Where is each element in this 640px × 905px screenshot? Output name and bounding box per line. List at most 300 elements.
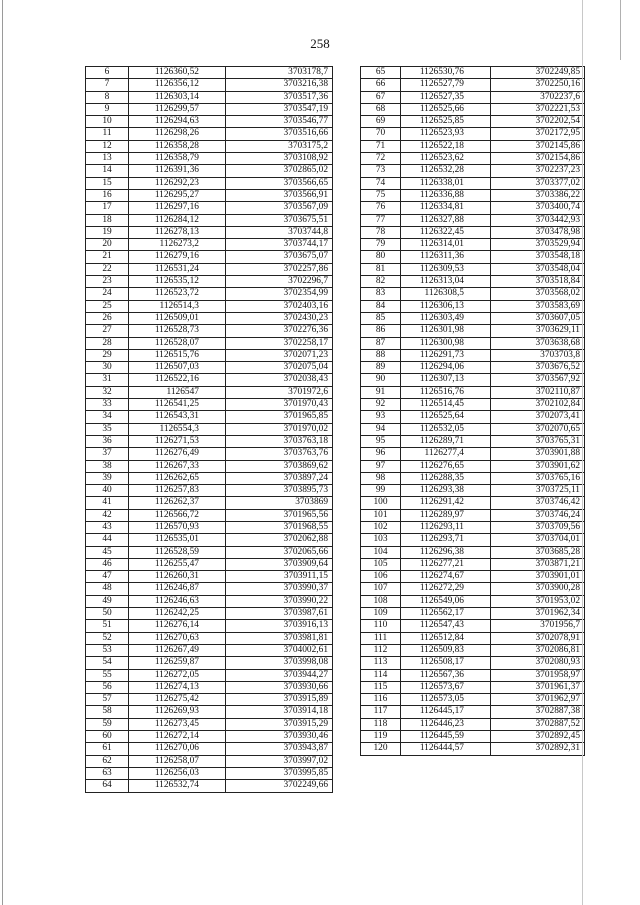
x-coordinate-cell: 1126288,35 bbox=[401, 472, 491, 484]
table-row bbox=[86, 140, 333, 152]
table-row bbox=[86, 448, 333, 460]
x-coordinate-cell: 1126532,28 bbox=[401, 165, 491, 177]
x-coordinate-cell: 1126270,63 bbox=[129, 632, 226, 644]
point-number-cell: 29 bbox=[86, 349, 129, 361]
table-row bbox=[361, 509, 585, 521]
point-number-cell: 39 bbox=[86, 472, 129, 484]
x-coordinate-cell: 1126292,23 bbox=[129, 177, 226, 189]
point-number-cell: 110 bbox=[361, 620, 401, 632]
y-coordinate-cell: 3703995,85 bbox=[226, 767, 333, 779]
point-number-cell: 61 bbox=[86, 743, 129, 755]
x-coordinate-cell: 1126291,42 bbox=[401, 497, 491, 509]
x-coordinate-cell: 1126284,12 bbox=[129, 214, 226, 226]
y-coordinate-cell: 3702237,6 bbox=[491, 91, 585, 103]
point-number-cell: 68 bbox=[361, 103, 401, 115]
y-coordinate-cell: 3701965,56 bbox=[226, 509, 333, 521]
point-number-cell: 111 bbox=[361, 632, 401, 644]
point-number-cell: 73 bbox=[361, 165, 401, 177]
table-row bbox=[361, 472, 585, 484]
point-number-cell: 113 bbox=[361, 657, 401, 669]
point-number-cell: 23 bbox=[86, 276, 129, 288]
point-number-cell: 44 bbox=[86, 534, 129, 546]
x-coordinate-cell: 1126566,72 bbox=[129, 509, 226, 521]
y-coordinate-cell: 3703442,93 bbox=[491, 214, 585, 226]
y-coordinate-cell: 3702062,88 bbox=[226, 534, 333, 546]
x-coordinate-cell: 1126276,49 bbox=[129, 448, 226, 460]
x-coordinate-cell: 1126573,05 bbox=[401, 694, 491, 706]
y-coordinate-cell: 3703930,46 bbox=[226, 731, 333, 743]
table-row bbox=[86, 214, 333, 226]
table-row bbox=[361, 583, 585, 595]
table-row bbox=[86, 620, 333, 632]
point-number-cell: 77 bbox=[361, 214, 401, 226]
y-coordinate-cell: 3702073,41 bbox=[491, 411, 585, 423]
x-coordinate-cell: 1126532,05 bbox=[401, 423, 491, 435]
table-row bbox=[86, 386, 333, 398]
point-number-cell: 36 bbox=[86, 435, 129, 447]
table-row bbox=[361, 79, 585, 91]
x-coordinate-cell: 1126314,01 bbox=[401, 239, 491, 251]
y-coordinate-cell: 3703895,73 bbox=[226, 485, 333, 497]
x-coordinate-cell: 1126528,07 bbox=[129, 337, 226, 349]
x-coordinate-cell: 1126267,33 bbox=[129, 460, 226, 472]
table-row bbox=[361, 485, 585, 497]
point-number-cell: 51 bbox=[86, 620, 129, 632]
point-number-cell: 46 bbox=[86, 558, 129, 570]
y-coordinate-cell: 3702258,17 bbox=[226, 337, 333, 349]
table-row bbox=[86, 362, 333, 374]
y-coordinate-cell: 3703216,38 bbox=[226, 79, 333, 91]
table-row bbox=[86, 276, 333, 288]
y-coordinate-cell: 3703901,01 bbox=[491, 571, 585, 583]
y-coordinate-cell: 3703547,19 bbox=[226, 103, 333, 115]
point-number-cell: 112 bbox=[361, 644, 401, 656]
y-coordinate-cell: 3703981,81 bbox=[226, 632, 333, 644]
x-coordinate-cell: 1126514,3 bbox=[129, 300, 226, 312]
point-number-cell: 69 bbox=[361, 116, 401, 128]
x-coordinate-cell: 1126334,81 bbox=[401, 202, 491, 214]
point-number-cell: 35 bbox=[86, 423, 129, 435]
point-number-cell: 96 bbox=[361, 448, 401, 460]
table-row bbox=[86, 509, 333, 521]
point-number-cell: 58 bbox=[86, 706, 129, 718]
x-coordinate-cell: 1126549,06 bbox=[401, 595, 491, 607]
y-coordinate-cell: 3703869 bbox=[226, 497, 333, 509]
table-row bbox=[361, 632, 585, 644]
y-coordinate-cell: 3703685,28 bbox=[491, 546, 585, 558]
point-number-cell: 40 bbox=[86, 485, 129, 497]
y-coordinate-cell: 3703548,04 bbox=[491, 263, 585, 275]
x-coordinate-cell: 1126276,14 bbox=[129, 620, 226, 632]
y-coordinate-cell: 3703915,29 bbox=[226, 718, 333, 730]
point-number-cell: 26 bbox=[86, 312, 129, 324]
table-row bbox=[361, 67, 585, 79]
table-row bbox=[86, 657, 333, 669]
point-number-cell: 80 bbox=[361, 251, 401, 263]
x-coordinate-cell: 1126306,13 bbox=[401, 300, 491, 312]
y-coordinate-cell: 3703676,52 bbox=[491, 362, 585, 374]
x-coordinate-cell: 1126445,59 bbox=[401, 731, 491, 743]
y-coordinate-cell: 3702249,85 bbox=[491, 67, 585, 79]
x-coordinate-cell: 1126527,79 bbox=[401, 79, 491, 91]
x-coordinate-cell: 1126530,76 bbox=[401, 67, 491, 79]
x-coordinate-cell: 1126528,59 bbox=[129, 546, 226, 558]
table-row bbox=[86, 669, 333, 681]
point-number-cell: 24 bbox=[86, 288, 129, 300]
table-row bbox=[86, 497, 333, 509]
table-row bbox=[86, 743, 333, 755]
y-coordinate-cell: 3702070,65 bbox=[491, 423, 585, 435]
table-row bbox=[361, 116, 585, 128]
table-row bbox=[86, 128, 333, 140]
y-coordinate-cell: 3703108,92 bbox=[226, 153, 333, 165]
table-row bbox=[361, 571, 585, 583]
point-number-cell: 60 bbox=[86, 731, 129, 743]
y-coordinate-cell: 3703909,64 bbox=[226, 558, 333, 570]
y-coordinate-cell: 3703568,02 bbox=[491, 288, 585, 300]
table-row bbox=[361, 743, 585, 755]
table-row bbox=[361, 546, 585, 558]
y-coordinate-cell: 3701965,85 bbox=[226, 411, 333, 423]
y-coordinate-cell: 3703901,62 bbox=[491, 460, 585, 472]
y-coordinate-cell: 3703943,87 bbox=[226, 743, 333, 755]
x-coordinate-cell: 1126267,49 bbox=[129, 644, 226, 656]
y-coordinate-cell: 3701962,34 bbox=[491, 608, 585, 620]
table-row bbox=[86, 263, 333, 275]
page-number: 258 bbox=[310, 36, 330, 51]
table-row bbox=[361, 177, 585, 189]
point-number-cell: 91 bbox=[361, 386, 401, 398]
x-coordinate-cell: 1126272,05 bbox=[129, 669, 226, 681]
point-number-cell: 117 bbox=[361, 706, 401, 718]
table-row bbox=[86, 177, 333, 189]
point-number-cell: 109 bbox=[361, 608, 401, 620]
scan-edge-line-far-right bbox=[620, 0, 621, 60]
point-number-cell: 88 bbox=[361, 349, 401, 361]
x-coordinate-cell: 1126554,3 bbox=[129, 423, 226, 435]
y-coordinate-cell: 3703567,92 bbox=[491, 374, 585, 386]
x-coordinate-cell: 1126532,74 bbox=[129, 780, 226, 792]
table-row bbox=[361, 694, 585, 706]
y-coordinate-cell: 3702354,99 bbox=[226, 288, 333, 300]
point-number-cell: 86 bbox=[361, 325, 401, 337]
y-coordinate-cell: 3703871,21 bbox=[491, 558, 585, 570]
y-coordinate-cell: 3703914,18 bbox=[226, 706, 333, 718]
x-coordinate-cell: 1126327,88 bbox=[401, 214, 491, 226]
x-coordinate-cell: 1126309,53 bbox=[401, 263, 491, 275]
x-coordinate-cell: 1126508,17 bbox=[401, 657, 491, 669]
table-row bbox=[361, 657, 585, 669]
y-coordinate-cell: 3702276,36 bbox=[226, 325, 333, 337]
x-coordinate-cell: 1126300,98 bbox=[401, 337, 491, 349]
table-row bbox=[361, 534, 585, 546]
y-coordinate-cell: 3701956,7 bbox=[491, 620, 585, 632]
point-number-cell: 92 bbox=[361, 399, 401, 411]
table-row bbox=[86, 251, 333, 263]
table-row bbox=[86, 67, 333, 79]
table-row bbox=[361, 399, 585, 411]
point-number-cell: 59 bbox=[86, 718, 129, 730]
point-number-cell: 64 bbox=[86, 780, 129, 792]
x-coordinate-cell: 1126257,83 bbox=[129, 485, 226, 497]
y-coordinate-cell: 3703518,84 bbox=[491, 276, 585, 288]
x-coordinate-cell: 1126259,87 bbox=[129, 657, 226, 669]
y-coordinate-cell: 3702071,23 bbox=[226, 349, 333, 361]
x-coordinate-cell: 1126274,67 bbox=[401, 571, 491, 583]
y-coordinate-cell: 3702172,95 bbox=[491, 128, 585, 140]
y-coordinate-cell: 3702250,16 bbox=[491, 79, 585, 91]
point-number-cell: 104 bbox=[361, 546, 401, 558]
x-coordinate-cell: 1126289,97 bbox=[401, 509, 491, 521]
table-row bbox=[86, 300, 333, 312]
y-coordinate-cell: 3703944,27 bbox=[226, 669, 333, 681]
x-coordinate-cell: 1126269,93 bbox=[129, 706, 226, 718]
coordinates-table-right bbox=[360, 66, 585, 756]
x-coordinate-cell: 1126299,57 bbox=[129, 103, 226, 115]
x-coordinate-cell: 1126541,25 bbox=[129, 399, 226, 411]
point-number-cell: 43 bbox=[86, 521, 129, 533]
point-number-cell: 11 bbox=[86, 128, 129, 140]
y-coordinate-cell: 3702296,7 bbox=[226, 276, 333, 288]
x-coordinate-cell: 1126360,52 bbox=[129, 67, 226, 79]
y-coordinate-cell: 3704002,61 bbox=[226, 644, 333, 656]
x-coordinate-cell: 1126273,45 bbox=[129, 718, 226, 730]
x-coordinate-cell: 1126256,03 bbox=[129, 767, 226, 779]
y-coordinate-cell: 3702202,54 bbox=[491, 116, 585, 128]
x-coordinate-cell: 1126527,35 bbox=[401, 91, 491, 103]
x-coordinate-cell: 1126512,84 bbox=[401, 632, 491, 644]
point-number-cell: 115 bbox=[361, 681, 401, 693]
x-coordinate-cell: 1126528,73 bbox=[129, 325, 226, 337]
x-coordinate-cell: 1126562,17 bbox=[401, 608, 491, 620]
y-coordinate-cell: 3702887,52 bbox=[491, 718, 585, 730]
y-coordinate-cell: 3703765,16 bbox=[491, 472, 585, 484]
point-number-cell: 79 bbox=[361, 239, 401, 251]
table-row bbox=[361, 202, 585, 214]
y-coordinate-cell: 3703869,62 bbox=[226, 460, 333, 472]
table-row bbox=[86, 694, 333, 706]
table-row bbox=[361, 128, 585, 140]
point-number-cell: 7 bbox=[86, 79, 129, 91]
point-number-cell: 94 bbox=[361, 423, 401, 435]
y-coordinate-cell: 3703548,18 bbox=[491, 251, 585, 263]
y-coordinate-cell: 3702892,45 bbox=[491, 731, 585, 743]
table-row bbox=[86, 116, 333, 128]
table-row bbox=[361, 239, 585, 251]
point-number-cell: 74 bbox=[361, 177, 401, 189]
point-number-cell: 101 bbox=[361, 509, 401, 521]
point-number-cell: 56 bbox=[86, 681, 129, 693]
table-row bbox=[86, 423, 333, 435]
table-row bbox=[361, 153, 585, 165]
point-number-cell: 108 bbox=[361, 595, 401, 607]
y-coordinate-cell: 3703916,13 bbox=[226, 620, 333, 632]
x-coordinate-cell: 1126445,17 bbox=[401, 706, 491, 718]
table-row bbox=[86, 165, 333, 177]
table-row bbox=[86, 312, 333, 324]
point-number-cell: 89 bbox=[361, 362, 401, 374]
table-row bbox=[361, 448, 585, 460]
table-row bbox=[86, 226, 333, 238]
point-number-cell: 30 bbox=[86, 362, 129, 374]
x-coordinate-cell: 1126516,76 bbox=[401, 386, 491, 398]
y-coordinate-cell: 3703377,02 bbox=[491, 177, 585, 189]
point-number-cell: 41 bbox=[86, 497, 129, 509]
table-row bbox=[86, 706, 333, 718]
table-row bbox=[361, 620, 585, 632]
x-coordinate-cell: 1126294,06 bbox=[401, 362, 491, 374]
point-number-cell: 107 bbox=[361, 583, 401, 595]
y-coordinate-cell: 3703915,89 bbox=[226, 694, 333, 706]
y-coordinate-cell: 3703516,66 bbox=[226, 128, 333, 140]
point-number-cell: 33 bbox=[86, 399, 129, 411]
y-coordinate-cell: 3703478,98 bbox=[491, 226, 585, 238]
table-row bbox=[361, 521, 585, 533]
point-number-cell: 84 bbox=[361, 300, 401, 312]
point-number-cell: 103 bbox=[361, 534, 401, 546]
table-row bbox=[86, 546, 333, 558]
x-coordinate-cell: 1126573,67 bbox=[401, 681, 491, 693]
table-row bbox=[86, 399, 333, 411]
y-coordinate-cell: 3703386,22 bbox=[491, 189, 585, 201]
y-coordinate-cell: 3703930,66 bbox=[226, 681, 333, 693]
table-row bbox=[361, 558, 585, 570]
x-coordinate-cell: 1126242,25 bbox=[129, 608, 226, 620]
table-row bbox=[86, 521, 333, 533]
point-number-cell: 34 bbox=[86, 411, 129, 423]
y-coordinate-cell: 3703987,61 bbox=[226, 608, 333, 620]
x-coordinate-cell: 1126515,76 bbox=[129, 349, 226, 361]
point-number-cell: 66 bbox=[361, 79, 401, 91]
point-number-cell: 28 bbox=[86, 337, 129, 349]
x-coordinate-cell: 1126272,29 bbox=[401, 583, 491, 595]
y-coordinate-cell: 3702102,84 bbox=[491, 399, 585, 411]
y-coordinate-cell: 3702237,23 bbox=[491, 165, 585, 177]
point-number-cell: 12 bbox=[86, 140, 129, 152]
table-row bbox=[361, 435, 585, 447]
table-row bbox=[86, 189, 333, 201]
x-coordinate-cell: 1126246,63 bbox=[129, 595, 226, 607]
table-row bbox=[86, 472, 333, 484]
y-coordinate-cell: 3702080,93 bbox=[491, 657, 585, 669]
x-coordinate-cell: 1126271,53 bbox=[129, 435, 226, 447]
y-coordinate-cell: 3701958,97 bbox=[491, 669, 585, 681]
y-coordinate-cell: 3701961,37 bbox=[491, 681, 585, 693]
table-row bbox=[361, 91, 585, 103]
table-row bbox=[86, 325, 333, 337]
x-coordinate-cell: 1126446,23 bbox=[401, 718, 491, 730]
x-coordinate-cell: 1126525,85 bbox=[401, 116, 491, 128]
table-row bbox=[86, 374, 333, 386]
x-coordinate-cell: 1126262,65 bbox=[129, 472, 226, 484]
y-coordinate-cell: 3703546,77 bbox=[226, 116, 333, 128]
x-coordinate-cell: 1126274,13 bbox=[129, 681, 226, 693]
point-number-cell: 49 bbox=[86, 595, 129, 607]
table-row bbox=[86, 103, 333, 115]
table-row bbox=[361, 189, 585, 201]
y-coordinate-cell: 3703178,7 bbox=[226, 67, 333, 79]
point-number-cell: 85 bbox=[361, 312, 401, 324]
point-number-cell: 70 bbox=[361, 128, 401, 140]
table-row bbox=[361, 337, 585, 349]
y-coordinate-cell: 3703704,01 bbox=[491, 534, 585, 546]
y-coordinate-cell: 3701968,55 bbox=[226, 521, 333, 533]
point-number-cell: 50 bbox=[86, 608, 129, 620]
y-coordinate-cell: 3703725,11 bbox=[491, 485, 585, 497]
y-coordinate-cell: 3702078,91 bbox=[491, 632, 585, 644]
x-coordinate-cell: 1126522,18 bbox=[401, 140, 491, 152]
point-number-cell: 21 bbox=[86, 251, 129, 263]
x-coordinate-cell: 1126275,42 bbox=[129, 694, 226, 706]
table-row bbox=[361, 681, 585, 693]
point-number-cell: 17 bbox=[86, 202, 129, 214]
y-coordinate-cell: 3703703,8 bbox=[491, 349, 585, 361]
table-row bbox=[86, 644, 333, 656]
x-coordinate-cell: 1126297,16 bbox=[129, 202, 226, 214]
y-coordinate-cell: 3703566,65 bbox=[226, 177, 333, 189]
point-number-cell: 38 bbox=[86, 460, 129, 472]
y-coordinate-cell: 3702110,87 bbox=[491, 386, 585, 398]
table-row bbox=[86, 571, 333, 583]
point-number-cell: 95 bbox=[361, 435, 401, 447]
y-coordinate-cell: 3703990,37 bbox=[226, 583, 333, 595]
y-coordinate-cell: 3703583,69 bbox=[491, 300, 585, 312]
table-row bbox=[86, 349, 333, 361]
y-coordinate-cell: 3703998,08 bbox=[226, 657, 333, 669]
point-number-cell: 72 bbox=[361, 153, 401, 165]
x-coordinate-cell: 1126276,65 bbox=[401, 460, 491, 472]
point-number-cell: 53 bbox=[86, 644, 129, 656]
x-coordinate-cell: 1126567,36 bbox=[401, 669, 491, 681]
table-row bbox=[361, 460, 585, 472]
y-coordinate-cell: 3703567,09 bbox=[226, 202, 333, 214]
point-number-cell: 55 bbox=[86, 669, 129, 681]
point-number-cell: 97 bbox=[361, 460, 401, 472]
point-number-cell: 18 bbox=[86, 214, 129, 226]
point-number-cell: 78 bbox=[361, 226, 401, 238]
x-coordinate-cell: 1126270,06 bbox=[129, 743, 226, 755]
point-number-cell: 81 bbox=[361, 263, 401, 275]
point-number-cell: 6 bbox=[86, 67, 129, 79]
point-number-cell: 14 bbox=[86, 165, 129, 177]
table-row bbox=[361, 214, 585, 226]
x-coordinate-cell: 1126570,93 bbox=[129, 521, 226, 533]
table-row bbox=[86, 755, 333, 767]
table-row bbox=[86, 239, 333, 251]
table-row bbox=[86, 288, 333, 300]
y-coordinate-cell: 3702892,31 bbox=[491, 743, 585, 755]
table-row bbox=[361, 706, 585, 718]
scan-edge-line-left bbox=[2, 0, 3, 905]
table-row bbox=[361, 103, 585, 115]
y-coordinate-cell: 3702887,38 bbox=[491, 706, 585, 718]
y-coordinate-cell: 3703763,18 bbox=[226, 435, 333, 447]
y-coordinate-cell: 3702249,66 bbox=[226, 780, 333, 792]
x-coordinate-cell: 1126262,37 bbox=[129, 497, 226, 509]
x-coordinate-cell: 1126547,43 bbox=[401, 620, 491, 632]
table-row bbox=[86, 79, 333, 91]
point-number-cell: 48 bbox=[86, 583, 129, 595]
point-number-cell: 42 bbox=[86, 509, 129, 521]
x-coordinate-cell: 1126311,36 bbox=[401, 251, 491, 263]
x-coordinate-cell: 1126525,64 bbox=[401, 411, 491, 423]
table-row bbox=[361, 312, 585, 324]
point-number-cell: 98 bbox=[361, 472, 401, 484]
table-row bbox=[361, 411, 585, 423]
point-number-cell: 67 bbox=[361, 91, 401, 103]
y-coordinate-cell: 3702865,02 bbox=[226, 165, 333, 177]
table-row bbox=[86, 91, 333, 103]
